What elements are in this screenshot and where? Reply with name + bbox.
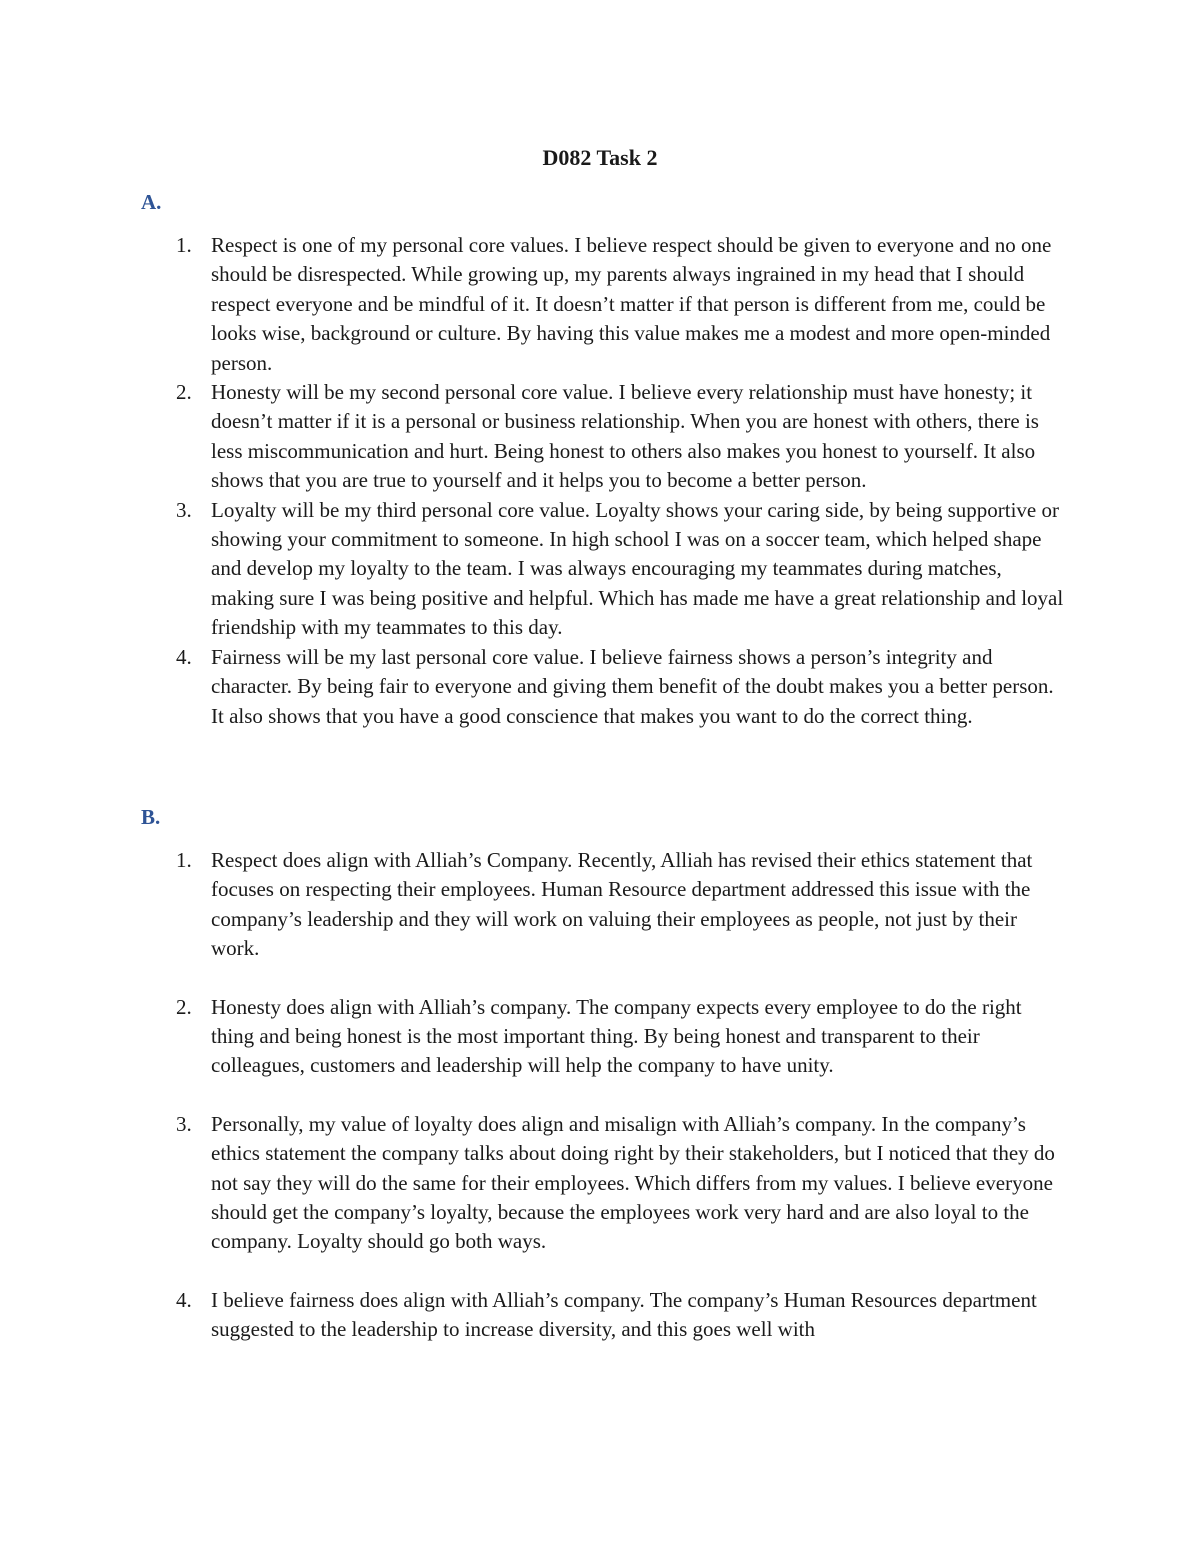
section-a-list xyxy=(0,231,1200,731)
list-item-text: Respect does align with Alliah’s Company. Recently, Alliah has revised their ethics statement that focuses on respecting their employees. Human Resource department addressed this issue with the company’s leadership and they will work on valuing their employees as people, not just by their work. xyxy=(211,848,1033,961)
list-item xyxy=(0,378,1200,496)
section-b-heading: B. xyxy=(141,805,161,829)
list-item xyxy=(0,643,1200,731)
list-item xyxy=(0,496,1200,643)
list-item xyxy=(0,993,1200,1081)
list-item-number: 2. xyxy=(176,380,192,405)
list-item-number: 4. xyxy=(176,644,192,669)
document-title: D082 Task 2 xyxy=(542,145,658,170)
list-item xyxy=(0,846,1200,964)
section-b-list xyxy=(0,846,1200,1374)
list-item-number: 1. xyxy=(176,848,192,872)
list-item-number: 3. xyxy=(176,497,192,522)
list-item-text: Fairness will be my last personal core value. I believe fairness shows a person’s integrity and character. By being fair to everyone and giving them benefit of the doubt makes you a better person. It also shows that you have a good conscience that makes you want to do the correct thing. xyxy=(211,644,1054,728)
list-item-text: Loyalty will be my third personal core value. Loyalty shows your caring side, by being supportive or showing your commitment to someone. In high school I was on a soccer team, which helped shape and develop my loyalty to the team. I was always encouraging my teammates during matches, making sure I was being positive and helpful. Which has made me have a great relationship and loyal friendship with my teammates to this day. xyxy=(211,497,1064,640)
list-item-text: Honesty does align with Alliah’s company. The company expects every employee to do the right thing and being honest is the most important thing. By being honest and transparent to their colleagues, customers and leadership will help the company to have unity. xyxy=(211,994,1022,1078)
list-item-number: 1. xyxy=(176,233,192,257)
list-item-number: 3. xyxy=(176,1111,192,1136)
section-a-heading: A. xyxy=(141,190,162,214)
list-item-number: 2. xyxy=(176,994,192,1019)
list-item-text: I believe fairness does align with Alliah’s company. The company’s Human Resources department suggested to the leadership to increase diversity, and this goes well with xyxy=(211,1287,1037,1342)
list-item xyxy=(0,231,1200,378)
list-item-text: Honesty will be my second personal core value. I believe every relationship must have honesty; it doesn’t matter if it is a personal or business relationship. When you are honest with others, there is less miscommunication and hurt. Being honest to others also makes you honest to yourself. It also shows that you are true to yourself and it helps you to become a better person. xyxy=(211,380,1039,493)
list-item-number: 4. xyxy=(176,1287,192,1312)
list-item xyxy=(0,1110,1200,1257)
list-item-text: Personally, my value of loyalty does align and misalign with Alliah’s company. In the company’s ethics statement the company talks about doing right by their stakeholders, but I noticed that they do not say they will do the same for their employees. Which differs from my values. I believe everyone should get the company’s loyalty, because the employees work very hard and are also loyal to the company. Loyalty should go both ways. xyxy=(211,1111,1055,1254)
list-item xyxy=(0,1286,1200,1345)
list-item-text: Respect is one of my personal core values. I believe respect should be given to everyone and no one should be disrespected. While growing up, my parents always ingrained in my head that I should respect everyone and be mindful of it. It doesn’t matter if that person is different from me, could be looks wise, background or culture. By having this value makes me a modest and more open-minded person. xyxy=(211,233,1052,375)
